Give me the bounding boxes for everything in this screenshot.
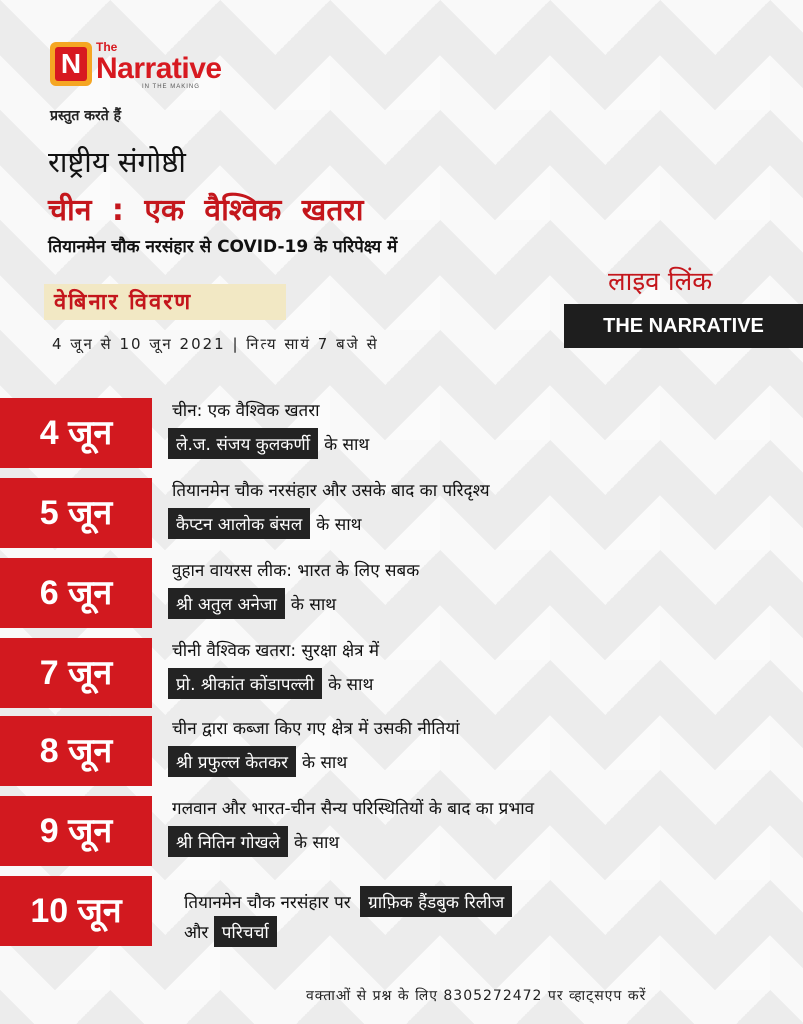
speaker-name: ले.ज. संजय कुलकर्णी xyxy=(168,428,318,459)
logo-name: Narrative xyxy=(96,52,222,85)
date-badge: 5 जून xyxy=(0,478,152,548)
schedule-row xyxy=(0,876,803,946)
date-badge: 7 जून xyxy=(0,638,152,708)
schedule-row xyxy=(0,558,803,628)
logo-tagline: IN THE MAKING xyxy=(142,84,200,90)
seminar-title: राष्ट्रीय संगोष्ठी xyxy=(48,145,186,179)
speaker-name: कैप्टन आलोक बंसल xyxy=(168,508,310,539)
speaker-line: श्री प्रफुल्ल केतकर के साथ xyxy=(168,746,347,777)
session-topic: तियानमेन चौक नरसंहार और उसके बाद का परिदृश्य xyxy=(172,481,490,501)
speaker-line: और परिचर्चा xyxy=(184,916,283,947)
speaker-name: प्रो. श्रीकांत कोंडापल्ली xyxy=(168,668,322,699)
speaker-name: श्री नितिन गोखले xyxy=(168,826,288,857)
schedule-row xyxy=(0,638,803,708)
speaker-line: श्री नितिन गोखले के साथ xyxy=(168,826,339,857)
logo-the: The xyxy=(96,40,118,54)
session-topic: तियानमेन चौक नरसंहार पर ग्राफ़िक हैंडबुक रिलीज xyxy=(184,886,518,917)
live-link-label: लाइव लिंक xyxy=(608,267,713,297)
logo-mark-icon: N xyxy=(50,42,92,86)
speaker-line: प्रो. श्रीकांत कोंडापल्ली के साथ xyxy=(168,668,373,699)
session-topic: गलवान और भारत-चीन सैन्य परिस्थितियों के बाद का प्रभाव xyxy=(172,799,535,819)
date-badge: 4 जून xyxy=(0,398,152,468)
discussion-highlight: परिचर्चा xyxy=(214,916,277,947)
speaker-line: कैप्टन आलोक बंसल के साथ xyxy=(168,508,362,539)
webinar-dates: 4 जून से 10 जून 2021 | नित्य सायं 7 बजे से xyxy=(52,335,379,353)
speaker-line: ले.ज. संजय कुलकर्णी के साथ xyxy=(168,428,369,459)
brand-logo xyxy=(50,38,255,90)
session-topic: चीन: एक वैश्विक खतरा xyxy=(172,401,320,421)
session-topic: चीन द्वारा कब्जा किए गए क्षेत्र में उसकी नीतियां xyxy=(172,719,460,739)
footer-contact: वक्ताओं से प्रश्न के लिए 8305272472 पर व्हाट्सएप करें xyxy=(306,988,647,1004)
date-badge: 6 जून xyxy=(0,558,152,628)
date-badge: 9 जून xyxy=(0,796,152,866)
subline: तियानमेन चौक नरसंहार से COVID-19 के परिपेक्ष्य में xyxy=(48,237,398,257)
webinar-details-tag: वेबिनार विवरण xyxy=(44,284,286,320)
speaker-name: श्री अतुल अनेजा xyxy=(168,588,285,619)
session-topic: वुहान वायरस लीक: भारत के लिए सबक xyxy=(172,561,420,581)
presents-text: प्रस्तुत करते हैं xyxy=(50,108,122,124)
headline: चीन : एक वैश्विक खतरा xyxy=(48,193,364,228)
schedule-row xyxy=(0,796,803,866)
release-highlight: ग्राफ़िक हैंडबुक रिलीज xyxy=(360,886,512,917)
speaker-line: श्री अतुल अनेजा के साथ xyxy=(168,588,336,619)
schedule-row xyxy=(0,398,803,468)
speaker-name: श्री प्रफुल्ल केतकर xyxy=(168,746,296,777)
schedule-row xyxy=(0,716,803,786)
live-channel-button[interactable]: THE NARRATIVE xyxy=(564,304,803,348)
session-topic: चीनी वैश्विक खतरा: सुरक्षा क्षेत्र में xyxy=(172,641,380,661)
schedule-row xyxy=(0,478,803,548)
date-badge: 10 जून xyxy=(0,876,152,946)
date-badge: 8 जून xyxy=(0,716,152,786)
